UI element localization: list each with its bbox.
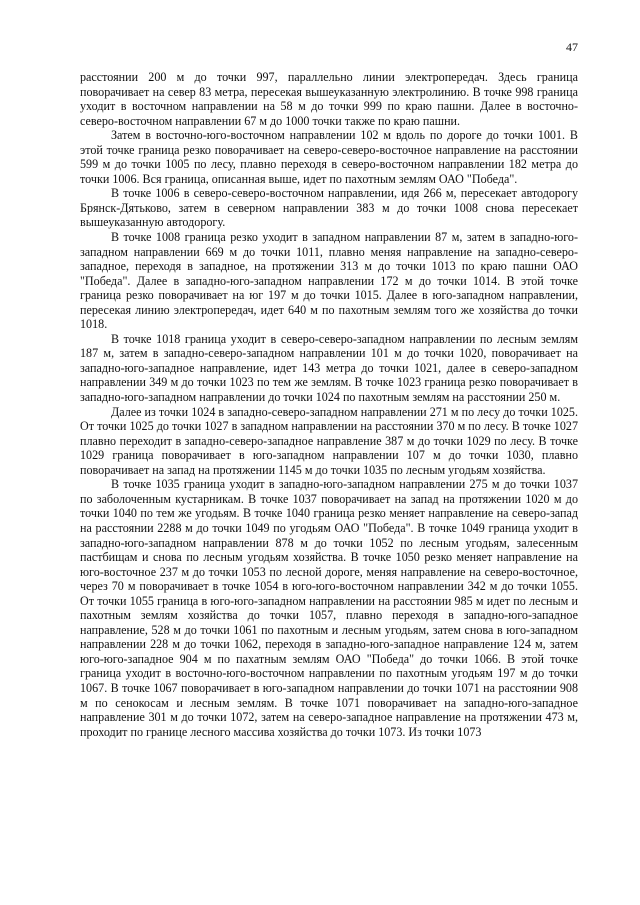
paragraph: расстоянии 200 м до точки 997, параллельно линии электропередач. Здесь граница поворачивает на север 83 метра, пересекая вышеуказанную электролинию. В точке 998 граница уходит в восточном направлении на 58 м до точки 999 по краю пашни. Далее в восточно-северо-восточном направлении 67 м до 1000 точки также по краю пашни. <box>80 70 578 128</box>
paragraph: В точке 1018 граница уходит в северо-северо-западном направлении по лесным землям 187 м, затем в западно-северо-западном направлении 101 м до точки 1020, поворачивает на западно-юго-западное направление, идет 143 метра до точки 1021, далее в северо-западном направлении 349 м до точки 1023 по тем же землям. В точке 1023 граница резко поворачивает в западно-юго-западном направлении до точки 1024 по пахотным землям на расстоянии 250 м. <box>80 331 578 405</box>
document-body <box>80 70 578 739</box>
page-number: 47 <box>566 40 578 54</box>
paragraph: В точке 1008 граница резко уходит в западном направлении 87 м, затем в западно-юго-западном направлении 669 м до точки 1011, плавно меняя направление на западно-северо-западное, переходя в западное, на протяжении 313 м до точки 1013 по краю пашни ОАО "Победа". Далее в западно-юго-западном направлении 172 м до точки 1014. В этой точке граница резко поворачивает на юг 197 м до точки 1015. Далее в юго-западном направлении, пересекая линию электропередач, идет 640 м по пахотным землям того же хозяйства до точки 1018. <box>80 230 578 332</box>
paragraph: В точке 1035 граница уходит в западно-юго-западном направлении 275 м до точки 1037 по заболоченным кустарникам. В точке 1037 поворачивает на запад на протяжении 1020 м до точки 1040 по тем же угодьям. В точке 1040 граница резко меняет направление на северо-запад на расстоянии 2288 м до точки 1049 по угодьям ОАО "Победа". В точке 1049 граница уходит в западно-юго-западном направлении 878 м до точки 1052 по лесным угодьям, залесенным пастбищам и снова по лесным угодьям хозяйства. В точке 1050 резко меняет направление на юго-восточное 237 м до точки 1053 по лесной дороге, меняя направление на северо-восточное, через 70 м поворачивает в точке 1054 в юго-юго-восточном направлении 342 м до точки 1055. От точки 1055 граница в юго-юго-западном направлении на расстоянии 985 м идет по лесным и пахотным землям хозяйства до точки 1057, плавно переходя в западно-юго-западное направление, 528 м до точки 1061 по пахотным и лесным угодьям, затем снова в юго-западном направлении 228 м до точки 1062, переходя в западно-юго-западное направление 124 м, затем юго-юго-западное 904 м по пахатным землям ОАО "Победа" до точки 1066. В этой точке граница уходит в восточно-юго-восточном направлении по пахотным угодьям 197 м до точки 1067. В точке 1067 поворачивает в юго-западном направлении до точки 1071 на расстоянии 908 м по сенокосам и лесным землям. В точке 1071 поворачивает на западно-юго-западное направление 301 м до точки 1072, затем на северо-западное направление на протяжении 473 м, проходит по границе лесного массива хозяйства до точки 1073. Из точки 1073 <box>80 477 578 739</box>
paragraph: В точке 1006 в северо-северо-восточном направлении, идя 266 м, пересекает автодорогу Брянск-Дятьково, затем в северном направлении 383 м до точки 1008 снова пересекает вышеуказанную автодорогу. <box>80 186 578 230</box>
paragraph: Затем в восточно-юго-восточном направлении 102 м вдоль по дороге до точки 1001. В этой точке граница резко поворачивает на северо-северо-восточное направление на расстоянии 599 м до точки 1005 по лесу, плавно переходя в северо-восточном направлении 182 метра до точки 1006. Вся граница, описанная выше, идет по пахотным землям ОАО "Победа". <box>80 128 578 186</box>
paragraph: Далее из точки 1024 в западно-северо-западном направлении 271 м по лесу до точки 1025. От точки 1025 до точки 1027 в западном направлении на расстоянии 370 м по лесу. В точке 1027 плавно переходит в западно-северо-западное направление 387 м до точки 1029 по лесу. В точке 1029 граница поворачивает в юго-западном направлении 107 м до точки 1030, плавно поворачивает на запад на протяжении 1145 м до точки 1035 по лесным угодьям хозяйства. <box>80 404 578 477</box>
